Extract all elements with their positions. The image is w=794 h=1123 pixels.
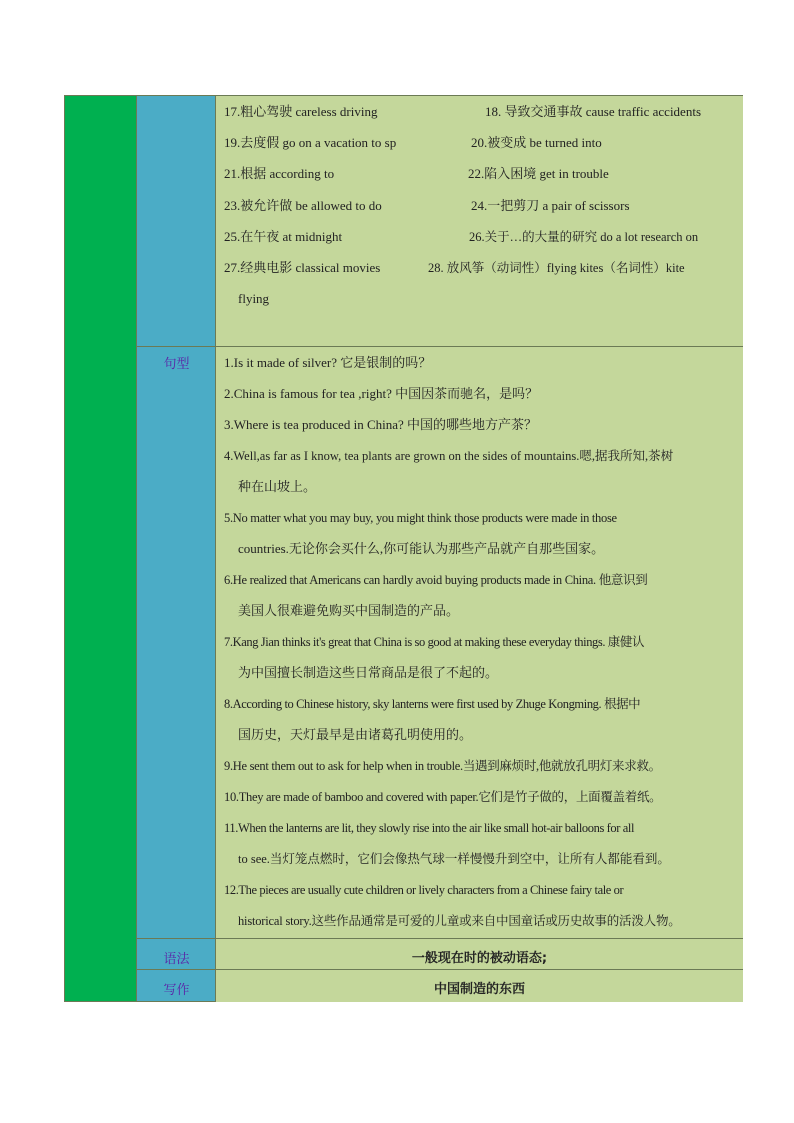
sentence-line: 4.Well,as far as I know, tea plants are grown on the sides of mountains.嗯,据我所知,茶树 <box>224 449 674 463</box>
sentence-line: 12.The pieces are usually cute children or lively characters from a Chinese fairy tale or <box>224 883 624 897</box>
grammar-content: 一般现在时的被动语态; <box>411 951 548 966</box>
grammar-cell <box>216 939 743 970</box>
row-divider <box>137 938 216 939</box>
sentences-label: 句型 <box>163 357 190 372</box>
sentence-line: 2.China is famous for tea ,right? 中国因茶而驰名，是吗？ <box>224 386 539 401</box>
phrase-item: 24.一把剪刀 a pair of scissors <box>471 198 630 213</box>
writing-cell <box>216 970 743 1002</box>
sentence-line: 7.Kang Jian thinks it's great that China is so good at making these everyday things. 康健认 <box>224 635 645 649</box>
sentence-line: 11.When the lanterns are lit, they slowly rise into the air like small hot-air balloons for all <box>224 821 635 835</box>
sentence-line: 国历史，天灯最早是由诸葛孔明使用的。 <box>238 727 473 742</box>
phrase-item: 25.在午夜 at midnight <box>224 229 343 244</box>
sentence-line: 5.No matter what you may buy, you might think those products were made in those <box>224 511 617 525</box>
sentence-line: 6.He realized that Americans can hardly avoid buying products made in China. 他意识到 <box>224 573 648 587</box>
phrase-item: 28. 放风筝（动词性）flying kites（名词性）kite <box>428 261 685 275</box>
category-column <box>137 96 216 1001</box>
sentence-line: 1.Is it made of silver? 它是银制的吗？ <box>224 355 432 370</box>
phrase-item: 20.被变成 be turned into <box>471 135 602 150</box>
phrase-item: 21.根据 according to <box>224 166 335 181</box>
sentences-cell <box>216 347 743 939</box>
phrase-item: 19.去度假 go on a vacation to sp <box>224 135 397 150</box>
writing-label: 写作 <box>163 983 190 998</box>
row-divider <box>137 346 216 347</box>
phrase-item: 17.粗心驾驶 careless driving <box>224 104 378 119</box>
row-divider <box>137 969 216 970</box>
unit-column <box>65 96 137 1001</box>
sentence-line: 8.According to Chinese history, sky lanterns were first used by Zhuge Kongming. 根据中 <box>224 697 641 711</box>
sentence-line: 3.Where is tea produced in China? 中国的哪些地方产茶？ <box>224 417 538 432</box>
sentence-line: 种在山坡上。 <box>238 479 317 494</box>
grammar-label: 语法 <box>163 952 190 967</box>
phrase-item: 22.陷入困境 get in trouble <box>468 166 609 181</box>
phrases-cell <box>216 96 743 347</box>
writing-content: 中国制造的东西 <box>433 982 525 997</box>
phrase-item: 26.关于…的大量的研究 do a lot research on <box>469 230 699 244</box>
sentence-line: historical story.这些作品通常是可爱的儿童或来自中国童话或历史故事的活泼人物。 <box>238 914 681 928</box>
phrase-item: 27.经典电影 classical movies <box>224 260 381 275</box>
phrase-item: 18. 导致交通事故 cause traffic accidents <box>485 104 701 119</box>
sentence-line: 美国人很难避免购买中国制造的产品。 <box>238 603 460 618</box>
sentence-line: 为中国擅长制造这些日常商品是很了不起的。 <box>238 665 499 680</box>
sentence-line: to see.当灯笼点燃时，它们会像热气球一样慢慢升到空中，让所有人都能看到。 <box>238 852 670 866</box>
phrase-item: 23.被允许做 be allowed to do <box>224 198 382 213</box>
vocabulary-table <box>64 95 743 1002</box>
sentence-line: countries.无论你会买什么,你可能认为那些产品就产自那些国家。 <box>238 541 605 556</box>
phrase-item-wrap: flying <box>238 291 270 306</box>
sentence-line: 10.They are made of bamboo and covered with paper.它们是竹子做的，上面覆盖着纸。 <box>224 790 662 804</box>
sentence-line: 9.He sent them out to ask for help when in trouble.当遇到麻烦时,他就放孔明灯来求救。 <box>224 759 661 773</box>
